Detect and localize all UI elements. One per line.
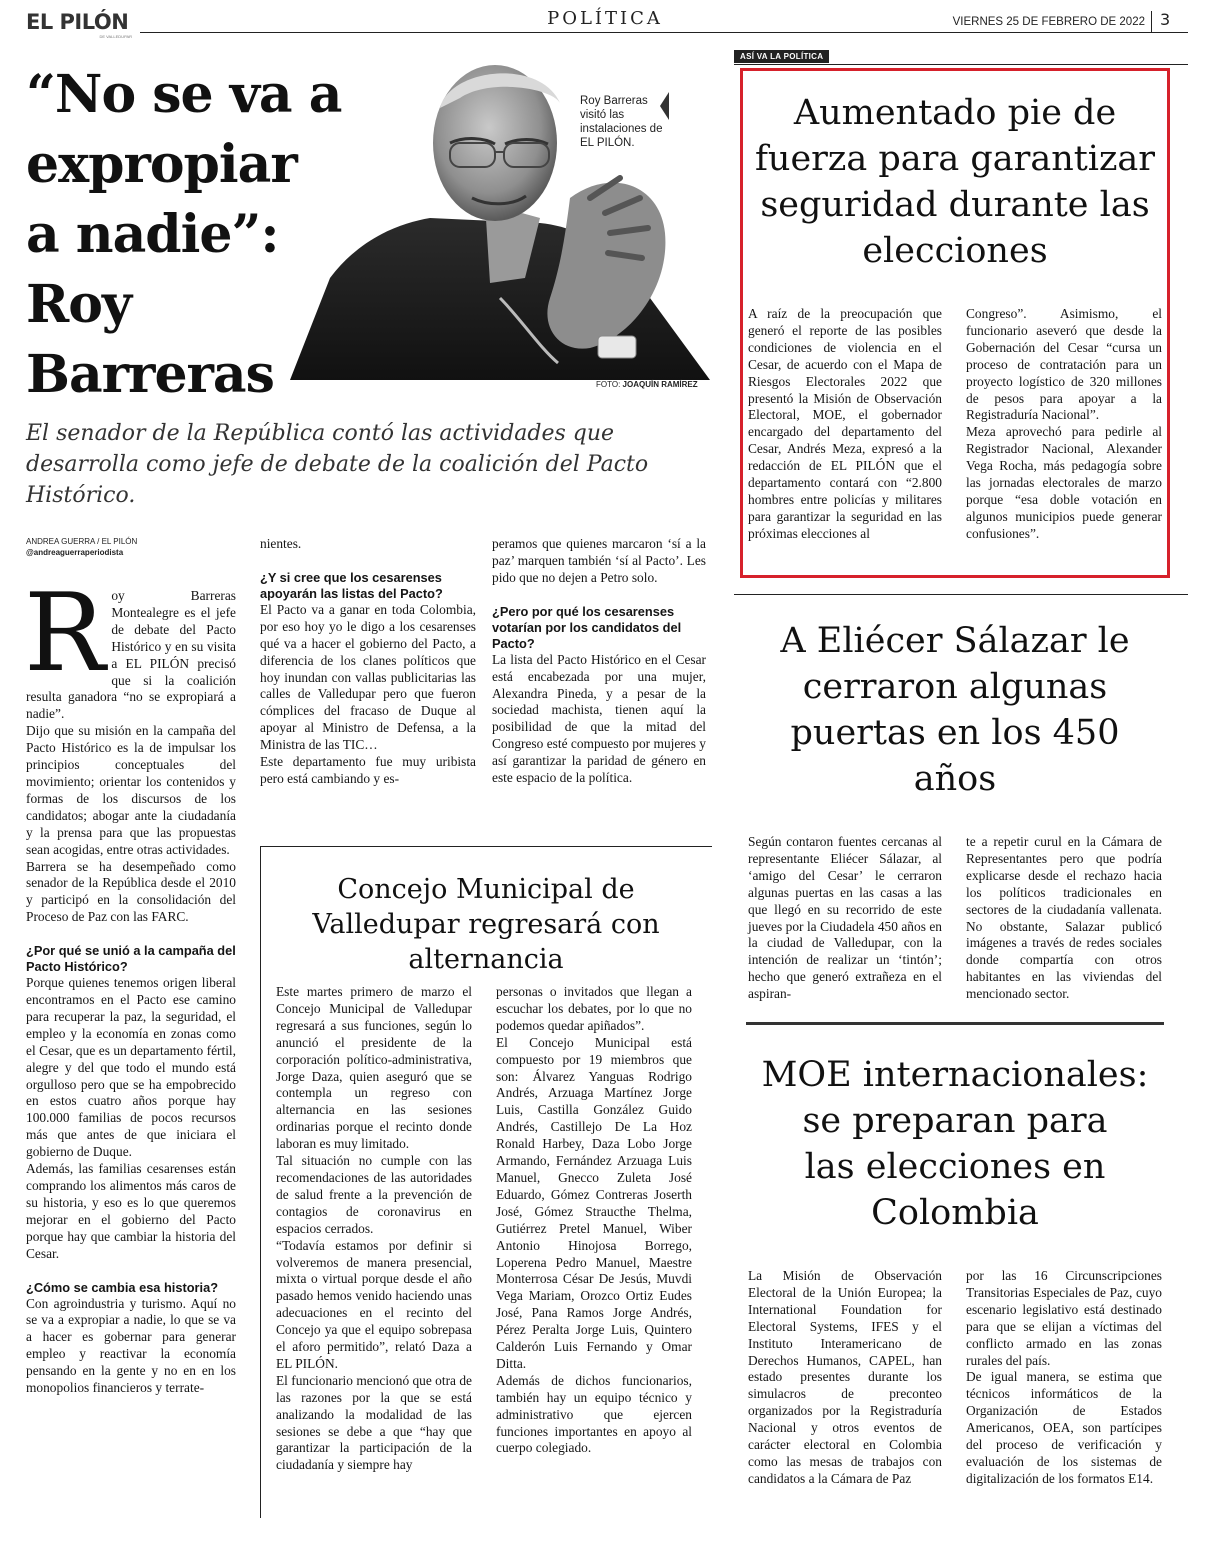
- photo-credit-name: JOAQUÍN RAMÍREZ: [622, 380, 698, 389]
- paragraph: El funcionario mencionó que otra de las razones por la que se está analizando la modalidad de las sesiones se debe a que “hay que garantizar la participación de la ciudadanía y siempre hay: [276, 1372, 472, 1473]
- divider-rule: [734, 594, 1188, 595]
- headline-line: MOE internacionales:: [761, 1055, 1149, 1095]
- paragraph: Según contaron fuentes cercanas al representante Eliécer Sálazar, al ‘amigo del Cesar’ le cerraron algunas puertas en las casas a las que llegó en su recorrido de este jueves por la Ciudadela 450 años en la ciudad de Valledupar, con la intención de realizar un ‘tintón’; hecho que generó extrañeza en el aspiran-: [748, 834, 942, 1002]
- headline-line: puertas en los 450: [790, 713, 1120, 753]
- paragraph: Dijo que su misión en la campaña del Pacto Histórico es la de impulsar los principios conceptuales del movimiento; orientar los contenidos y formas de los discursos de los candidatos; abogar ante la ciudadanía y la prensa para que las propuestas sean acogidas, entre otras actividades.: [26, 723, 236, 857]
- headline-line: A Eliécer Sálazar le: [780, 621, 1130, 661]
- sidebar-headline: [746, 90, 1164, 274]
- photo-caption: Roy Barreras visitó las instalaciones de EL PILÓN.: [580, 95, 663, 149]
- concejo-headline: [270, 872, 702, 977]
- sidebar-column-2: [966, 306, 1162, 543]
- header-rule: [140, 32, 1188, 33]
- headline-line: se preparan para: [802, 1101, 1108, 1141]
- issue-date: VIERNES 25 DE FEBRERO DE 2022: [952, 16, 1145, 28]
- divider-rule-thick: [746, 1022, 1164, 1025]
- paragraph: por las 16 Circunscripciones Transitorias Especiales de Paz, cuyo escenario legislativo está destinado para que se elijan a víctimas del conflicto armado en las zonas rurales del país.: [966, 1268, 1162, 1368]
- paragraph: Tal situación no cumple con las recomendaciones de las autoridades de salud frente a la prevención de contagios de coronavirus en espacios cerrados.: [276, 1153, 472, 1236]
- headline-line: seguridad durante las: [760, 185, 1150, 225]
- headline-line: Barreras: [26, 344, 274, 405]
- paragraph: Con agroindustria y turismo. Aquí no se va a expropiar a nadie, lo que se va a hacer es gobernar para generar empleo y reactivar la economía pensando en la gente y no en en los monopolios financieros y terrate-: [26, 1295, 236, 1396]
- headline-line: fuerza para garantizar: [754, 139, 1156, 179]
- sidebar-column-1: [748, 306, 942, 543]
- moe-column-2: [966, 1268, 1162, 1488]
- main-column-3: [492, 536, 706, 787]
- drop-cap: R: [24, 571, 106, 696]
- byline-author: ANDREA GUERRA / EL PILÓN: [26, 537, 138, 546]
- paragraph: Porque quienes tenemos origen liberal encontramos en el Pacto ese camino para recuperar la paz, la seguridad, el empleo y la economía en zonas como el Cesar, que es un departamento fértil, alegre y del que todo el mundo está orgulloso pero que se ha empobrecido en estos cuatro años porque hay 100.000 familias de pocos recursos más que antes de que iniciara el gobierno de Duque.: [26, 975, 236, 1160]
- main-column-2: [260, 536, 476, 788]
- photo-credit-label: FOTO:: [596, 380, 621, 389]
- main-headline-full: [0, 0, 1, 1]
- paragraph: El Pacto va a ganar en toda Colombia, por eso hoy yo le digo a los cesarenses qué va a hacer el gobierno del Pacto, a diferencia de los clanes políticos que hoy inundan con vallas publicitarias las calles de Valledupar pero que fueron cómplices del fracaso de Duque al apoyar al Ministro de Defensa, a la Ministra de las TIC…: [260, 601, 476, 753]
- paragraph: Barrera se ha desempeñado como senador de la República desde el 2010 y participó en la consolidación del Proceso de Paz con las FARC.: [26, 858, 236, 925]
- logo-text: EL PILÓN: [26, 10, 129, 34]
- paragraph: peramos que quienes marcaron ‘sí a la paz’ marquen también ‘sí al Pacto’. Les pido que no dejen a Petro solo.: [492, 536, 706, 585]
- paragraph: De igual manera, se estima que técnicos informáticos de la Organización de Estados Americanos, OEA, son partícipes del proceso de verificación y evaluación de los sistemas de digitalización de los formatos E14.: [966, 1369, 1162, 1486]
- headline-line: a nadie”:: [26, 204, 279, 265]
- masthead-logo[interactable]: [26, 10, 136, 42]
- paragraph: La Misión de Observación Electoral de la Unión Europea; la International Foundation for Electoral Systems, IFES y el Instituto Interamericano de Derechos Humanos, CAPEL, han estado presentes durante los simulacros de preconteo organizados por la Registraduría Nacional y otros eventos de carácter electoral en Colombia como las mesas de trabajos con candidatos a la Cámara de Paz: [748, 1268, 942, 1486]
- logo-subtitle: DE VALLEDUPAR: [99, 34, 132, 39]
- headline-line: Aumentado pie de: [793, 93, 1117, 133]
- tag-rule: [734, 64, 1188, 65]
- paragraph: personas o invitados que llegan a escuchar los debates, por lo que no podemos quedar apiñados”.: [496, 984, 692, 1033]
- moe-column-1: [748, 1268, 942, 1488]
- paragraph: Además, las familias cesarenses están comprando los alimentos más caros de su historia, y eso es lo que queremos mejorar en el gobierno del Pacto porque hay que cambiar la historia del Cesar.: [26, 1161, 236, 1261]
- headline-line: Colombia: [871, 1193, 1039, 1233]
- paragraph: Este departamento fue muy uribista pero está cambiando y es-: [260, 754, 476, 786]
- headline-line: cerraron algunas: [802, 667, 1108, 707]
- paragraph: A raíz de la preocupación que generó el reporte de las posibles condiciones de violencia en el Cesar, de acuerdo con el Mapa de Riesgos Electorales 2022 que presentó la Misión de Observación Electoral, MOE, el gobernador encargado del departamento del Cesar, Andrés Meza, expresó a la redacción de EL PILÓN que el departamento contará con “2.800 hombres entre policías y militares para garantizar la seguridad en las próximas elecciones al: [748, 306, 942, 541]
- header-separator: [1151, 11, 1152, 33]
- box-corner: [260, 1508, 261, 1518]
- paragraph: oy Barreras Montealegre es el jefe de debate del Pacto Histórico y en su visita a EL PILÓN precisó que si la coalición resulta ganadora “no se expropiará a nadie”.: [26, 588, 236, 722]
- paragraph: Este martes primero de marzo el Concejo Municipal de Valledupar regresará a sus funciones, según lo anunció el presidente de la corporación político-administrativa, Jorge Daza, quien aseguró que se contempla un regreso con alternancia en las sesiones ordinarias porque el recinto donde laboran es muy limitado.: [276, 984, 472, 1152]
- paragraph: Congreso”. Asimismo, el funcionario aseveró que desde la Gobernación del Cesar “cursa un proceso de contratación para un proyecto logístico de 320 millones de pesos para apoyar a la Registraduría Nacional”.: [966, 306, 1162, 423]
- concejo-column-2: [496, 984, 692, 1457]
- headline-line: Valledupar regresará con: [312, 909, 660, 940]
- interview-question: ¿Pero por qué los cesarenses votarían por los candidatos del Pacto?: [492, 603, 682, 651]
- paragraph: “Todavía estamos por definir si volveremos de manera presencial, mixta o virtual porque desde el año pasado hemos venido haciendo unas adecuaciones en el recinto del Concejo ya que el equipo sobrepasa el aforo permitido”, relató Daza a EL PILÓN.: [276, 1237, 472, 1371]
- main-column-1: [24, 571, 236, 1397]
- moe-headline: [740, 1052, 1170, 1236]
- headline-line: Concejo Municipal de: [337, 874, 635, 905]
- headline-line: las elecciones en: [804, 1147, 1106, 1187]
- screen-reader-titles: [0, 0, 1, 1]
- paragraph: El Concejo Municipal está compuesto por 19 miembros que son: Álvarez Yanguas Rodrigo Andrés, Arzuaga Martínez Jorge Luis, Castilla González Guido Andrés, Castillejo De La Hoz Ronald Harbey, Daza Lobo Jorge Armando, Fernández Arzuaga Luis Manuel, Gnecco Zuleta José Eduardo, Gómez Contreras Joserth José, Gómez Straucthe Thelma, Gutiérrez Pretel Manuel, Wiber Antonio Hinojosa Borrego, Loperena Pedro Manuel, Maestre Monterrosa César De Jesús, Muvdi Vega Mariam, Orozco Ortiz Eudes José, Pana Ramos Jorge Andrés, Pérez Peralta Jorge Luis, Quintero Calderón Luis Fernando y Omar Ditta.: [496, 1034, 692, 1371]
- salazar-headline: [740, 618, 1170, 802]
- byline: [26, 536, 246, 558]
- page-number: 3: [1160, 10, 1171, 29]
- headline-line: expropiar: [26, 134, 297, 195]
- photo-credit: [596, 380, 716, 389]
- section-tag: ASÍ VA LA POLÍTICA: [734, 50, 829, 63]
- headline-line: “No se va a: [26, 64, 342, 125]
- paragraph: La lista del Pacto Histórico en el Cesar está encabezada por una mujer, Alexandra Pineda, y a pesar de la sociedad machista, tienen aquí la posibilidad de que la mitad del Congreso esté compuesto por mujeres y así garantizar la paridad de género en este espacio de la política.: [492, 651, 706, 786]
- headline-line: Roy: [26, 274, 132, 335]
- headline-line: elecciones: [862, 231, 1048, 271]
- concejo-column-1: [276, 984, 472, 1474]
- salazar-column-1: [748, 834, 942, 1003]
- interview-question: ¿Por qué se unió a la campaña del Pacto Histórico?: [26, 943, 236, 975]
- interview-question: ¿Y si cree que los cesarenses apoyarán las listas del Pacto?: [260, 569, 443, 601]
- article-deck: El senador de la República contó las actividades que desarrolla como jefe de debate de la coalición del Pacto Histórico.: [26, 421, 649, 508]
- headline-line: años: [913, 759, 997, 799]
- byline-handle[interactable]: @andreaguerraperiodista: [26, 548, 124, 557]
- section-name: POLÍTICA: [547, 8, 663, 29]
- paragraph: te a repetir curul en la Cámara de Representantes pero que podría explicarse desde el rechazo hacia los políticos tradicionales en sectores de la ciudadanía vallenata. No obstante, Salazar publicó imágenes a través de redes sociales donde compartía con otros habitantes en las viviendas del mencionado sector.: [966, 834, 1162, 1002]
- paragraph: Meza aprovechó para pedirle al Registrador Nacional, Alexander Vega Rocha, más pedagogía sobre las jornadas electorales de marzo porque “esa doble votación en algunos municipios puede generar confusiones”.: [966, 424, 1162, 541]
- paragraph: Además de dichos funcionarios, también hay un equipo técnico y administrativo que ejercen funciones importantes en apoyo al cuerpo colegiado.: [496, 1372, 692, 1456]
- salazar-column-2: [966, 834, 1162, 1003]
- interview-question: ¿Cómo se cambia esa historia?: [26, 1279, 219, 1295]
- paragraph: nientes.: [260, 536, 302, 551]
- headline-line: alternancia: [408, 944, 564, 975]
